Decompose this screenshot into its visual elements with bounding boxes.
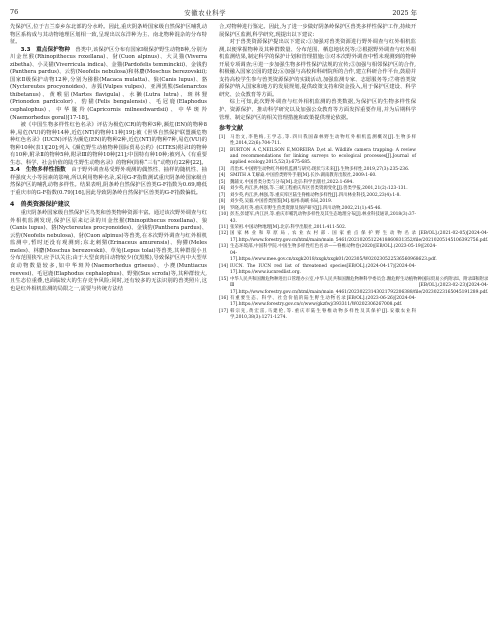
section-heading-3-3: 3.3 重点保护物种	[20, 46, 70, 53]
page-number: 76	[10, 8, 19, 16]
reference-text: BURTON A C,NEILSON E,MOREIRA D,et al. Wildlife camera trapping: A review and recommendations for linking surveys to ecological processes[J].Journal of applied ecology,2015,52(3):675-685.	[230, 147, 416, 166]
reference-item	[219, 244, 437, 263]
reference-text: SMITH A T,解焱.中国兽类野外手册[M].长沙:湖南教育出版社,2009:1-60.	[230, 173, 377, 179]
header-rule	[10, 19, 417, 20]
reference-text: 韩宗先,黄宏雷,马建伦,等.重庆市陆生脊椎动物多样性及其保护[J].安徽农业科学,2010,38(3):1271-1274.	[230, 308, 416, 321]
reference-text: 张荣祖.中国动物地理[M].北京:科学出版社,2011:411-502.	[230, 225, 347, 230]
reference-item	[219, 148, 416, 167]
reference-item	[219, 264, 416, 277]
paragraph-text: 由于野外调查易受野外观测的偶然性、抽样的随机性、抽样强度大小等因素的影响,所以利用物种名录,采用G-F指数测试重庆阴条岭国家级自然保护区的哺乳动物多样性。结果表明,阴条岭自然保护区兽类G-F指数为0.69,略低于重庆市的G-F指数(0.79)[16],因此导致阴条岭自然保护区兽类的G-F指数偏低。	[10, 167, 207, 197]
reference-list	[219, 134, 488, 322]
reference-text: 国家林业和草原局,农业农村部.国家重点保护野生动物名录[EB/OL].(2021-02-05)[2024-04-17].http://www.forestry.gov.cn/html/main/main_5461/20210205122418860831352/file/20210205145106392756.pdf.	[230, 231, 488, 243]
reference-number: [11]	[219, 225, 229, 230]
reference-number: [10]	[219, 212, 229, 218]
reference-number: [13]	[219, 244, 229, 250]
paragraph: 被《中国生物多样性红色名录》评估为极危(CR)的物种3种,濒危(EN)的物种8种,易危(VU)的物种14种,近危(NT)的物种11种[19];被《世界自然保护联盟濒危物种红色名录》(IUCN)评估为濒危(EN)的物种2种,近危(NT)的物种7种,易危(VU)的物种10种(表1)[20];列入《濒危野生动植物种国际贸易公约》(CITES)附录Ⅰ的物种有10种,附录Ⅱ的物种5种,附录Ⅲ的物种10种[21];中国特有种10种;被列入《有重要生态、科学、社会价值的陆生野生动物名录》的物种(简称“三有”动物)有22种[22]。	[10, 122, 207, 166]
reference-number: [1]	[219, 134, 226, 140]
reference-number: [5]	[219, 179, 226, 185]
reference-text: 马治文,李艳梅,王学志,等.四川我国森林野生动物红外相机监测概况[J].生物多样性,2014,22(6):704-711.	[230, 134, 416, 147]
paragraph: 合,对物种进行鉴定。因此,为了进一步做好阴条岭保护区兽类多样性保护工作,持续开展保护区监测,科学研究,现提出以下建议:	[219, 24, 416, 38]
reference-text: 有重要生态、科学、社会价值的陆生野生动物名录[EB/OL].(2023-06-26)[2024-04-17].https://www.forestry.gov.cn/c/www/gkzfwj/393311/W0202306267008.pdf.	[230, 295, 416, 308]
reference-text: 肖治术.中国野生动物红外相机监测与研究:现状与未来[J].生物多样性,2019,27(3):235-236.	[230, 166, 410, 172]
reference-number: [14]	[219, 263, 229, 269]
reference-number: [8]	[219, 199, 226, 205]
reference-text: 生态环境部,中国科学院.中国生物多样性红色名录——脊椎动物卷(2020)[EB/OL].(2023-05-19)[2024-04-17].https://www.mee.gov.cn/xxgk2018/xxgk/xxgk01/202305/W020230522536560968623.pdf.	[230, 244, 437, 263]
reference-text: 罗晓,高红英.重庆市野生兽类资源及保护研究[J].四川动物,2002,21(1):45-46.	[230, 205, 382, 211]
paragraph: 重庆阴条岭国家级自然保护区鸟类和兽类物种资源丰富。通过该次野外调查与红外相机监测发现,保护区原来记录的川金丝猴(Rhinopithecus roxellana)、狼(Canis lupus)、貉(Nyctereutes procyonoides)、金钱豹(Panthera pardus)、云豹(Neofelis nebulosa)、豺(Cuon alpinus)等兽类,在本次野外调查与红外相机监测中,暂时还没有观测到;东北刺猬(Erinaceus amurensis)、狗獾(Meles meles)、林麝(Moschus berezovskii)、草兔(Lepus tolai)等兽类,其种群很小且分布范围狭窄,应予以关注;由于大型食肉目动物较少(仅黑熊),导致保护区内中大型草食动物数量较多,如中华斑羚(Naemorhedus griseus)、小麂(Muntiacus reevesi)、毛冠鹿(Elaphodus cephalophus)、野猪(Sus scrofa)等,其种群较大,且生态位重叠,也面临较大的生存竞争风险;同时,还有较多的无法识别的兽类照片,这也是红外相机监测的局限之一,需要与传统方法结	[10, 210, 207, 292]
paragraph: 综上可知,此次野外调查与红外相机监测的兽类数据,为保护区的生物多样性保护、资源保护、推动科学研究以及加强公众教育等方面发挥重要作用,并为后期科学管理、制定保护区的相关管理措施和政策提供理论依据。	[219, 99, 416, 121]
paragraph-text: 兽类中,该保护区分布有国家Ⅰ级保护野生动物8种,分别为川金丝猴(Rhinopithecus roxellana)、豺(Cuon alpinus)、大灵猫(Viverra zibetha)、小灵猫(Viverricula indica)、金猫(Pardofelis temminckii)、金钱豹(Panthera pardus)、云豹(Neofelis nebulosa)和林麝(Moschus berezovskii);国家Ⅱ级保护动物12种,分别为猕猴(Macaca mulatta)、狼(Canis lupus)、貉(Nyctereutes procyonoides)、赤狐(Vulpes vulpes)、亚洲黑熊(Selenarctos thibetanus)、黄喉貂(Martes flavigula)、水獭(Lutra lutra)、斑林狸(Prionodon pardicolor)、豹猫(Felis bengalensis)、毛冠鹿(Elaphodus cephalophus)、中华鬣羚(Capricornis milneedwardsii)、中华斑羚(Naemorhedus goral)[17-18]。	[10, 46, 207, 121]
journal-name: 安徽农业科学	[184, 8, 227, 17]
reference-item	[219, 276, 488, 296]
paragraph: 先保护区,位于吉兰泰乡东北部的分水岭。因此,重庆阴条岭国家级自然保护区哺乳动物区系构成与其动物地理区划相一致,呈现出以东洋种为主、南北物种混杂的分布特征。	[10, 24, 207, 46]
reference-text: 刘少英,冉江洪,林强,等.重庆库区陆生脊椎动物多样性[J].四川林业科技,2002,23(4):1-8.	[230, 192, 401, 198]
reference-item	[219, 231, 488, 244]
reference-item	[219, 135, 416, 148]
publication-year: 2025 年	[392, 8, 417, 17]
reference-number: [3]	[219, 166, 226, 172]
reference-number: [12]	[219, 231, 229, 237]
reference-text: 魏辅文.中国兽类分类与分布[M].北京:科学出版社,2022:1-694.	[230, 179, 354, 185]
reference-text: 中华人民共和国濒危物种进出口管理办公室,中华人民共和国濒危物种科学委员会.濒危野生动植物种国际贸易公约附录Ⅰ、附录Ⅱ和附录Ⅲ[EB/OL].(2023-02-23)[2024-04-17].http://www.forestry.gov.cn/html/main/main_4461/20230223143021792206388/file/20230223165045191289.pdf.	[230, 276, 488, 295]
paragraph	[10, 167, 207, 197]
reference-item	[219, 296, 416, 309]
left-column	[10, 24, 207, 293]
reference-number: [6]	[219, 186, 226, 192]
reference-text: 彭杰,彭建军,冉江洪,等.重庆市哺乳动物多样性及其生态地理分布[J].林业科技通讯,2018(3):37-43.	[230, 212, 416, 224]
reference-number: [4]	[219, 173, 226, 179]
section-heading-4: 4 兽类资源保护建议	[10, 200, 70, 208]
paragraph	[10, 47, 207, 122]
right-column	[219, 24, 488, 322]
reference-number: [7]	[219, 192, 226, 198]
reference-text: 刘少英,冉江洪,林强,等.三峡工程重庆库区兽类资源变化[J].兽类学报,2001,21(2):123-131.	[230, 186, 408, 192]
reference-text: 刘少英,吴毅.中国兽类图鉴[M].福州:海峡书局,2019.	[230, 199, 333, 205]
section-heading-3-4: 3.4 生物多样性指数	[10, 167, 66, 174]
reference-item	[219, 309, 416, 322]
reference-item	[219, 212, 416, 225]
reference-text: IUCN. The IUCN red list of threatened species[EB/OL].(2024-04-17)[2024-04-17].https://www.iucnredlist.org.	[230, 263, 416, 276]
paragraph: 对于兽类资源保护提出以下建议:①加强对兽类资源进行野外调查与红外相机监测,以便掌握物种及其种群数量、分布范围、栖息地状况等;②根据野外调查与红外相机监测结果,制定科学的保护计划和管理措施;③对本次野外调查中暂未观测到的物种开展专项调查;④进一步加强生物多样性保护法规的宣传;⑤加强与相邻保护区的合作,积极融入国家公园的建设;⑥加强与高校和科研院所的合作,建立科研合作平台,鼓励并支持高校学生参与兽类资源保护的实践活动,加强监测专家、志愿服务等;⑦将兽类资源保护纳入国家和地方的发展规划,提供政策支持和资金投入,用于保护区建设、科学研究、公众教育等方面。	[219, 39, 416, 98]
reference-number: [16]	[219, 295, 229, 301]
reference-number: [2]	[219, 147, 226, 153]
references-heading: 参考文献	[219, 125, 244, 133]
reference-number: [9]	[219, 205, 226, 211]
reference-number: [15]	[219, 276, 229, 282]
running-header	[10, 6, 417, 18]
reference-number: [17]	[219, 308, 229, 314]
